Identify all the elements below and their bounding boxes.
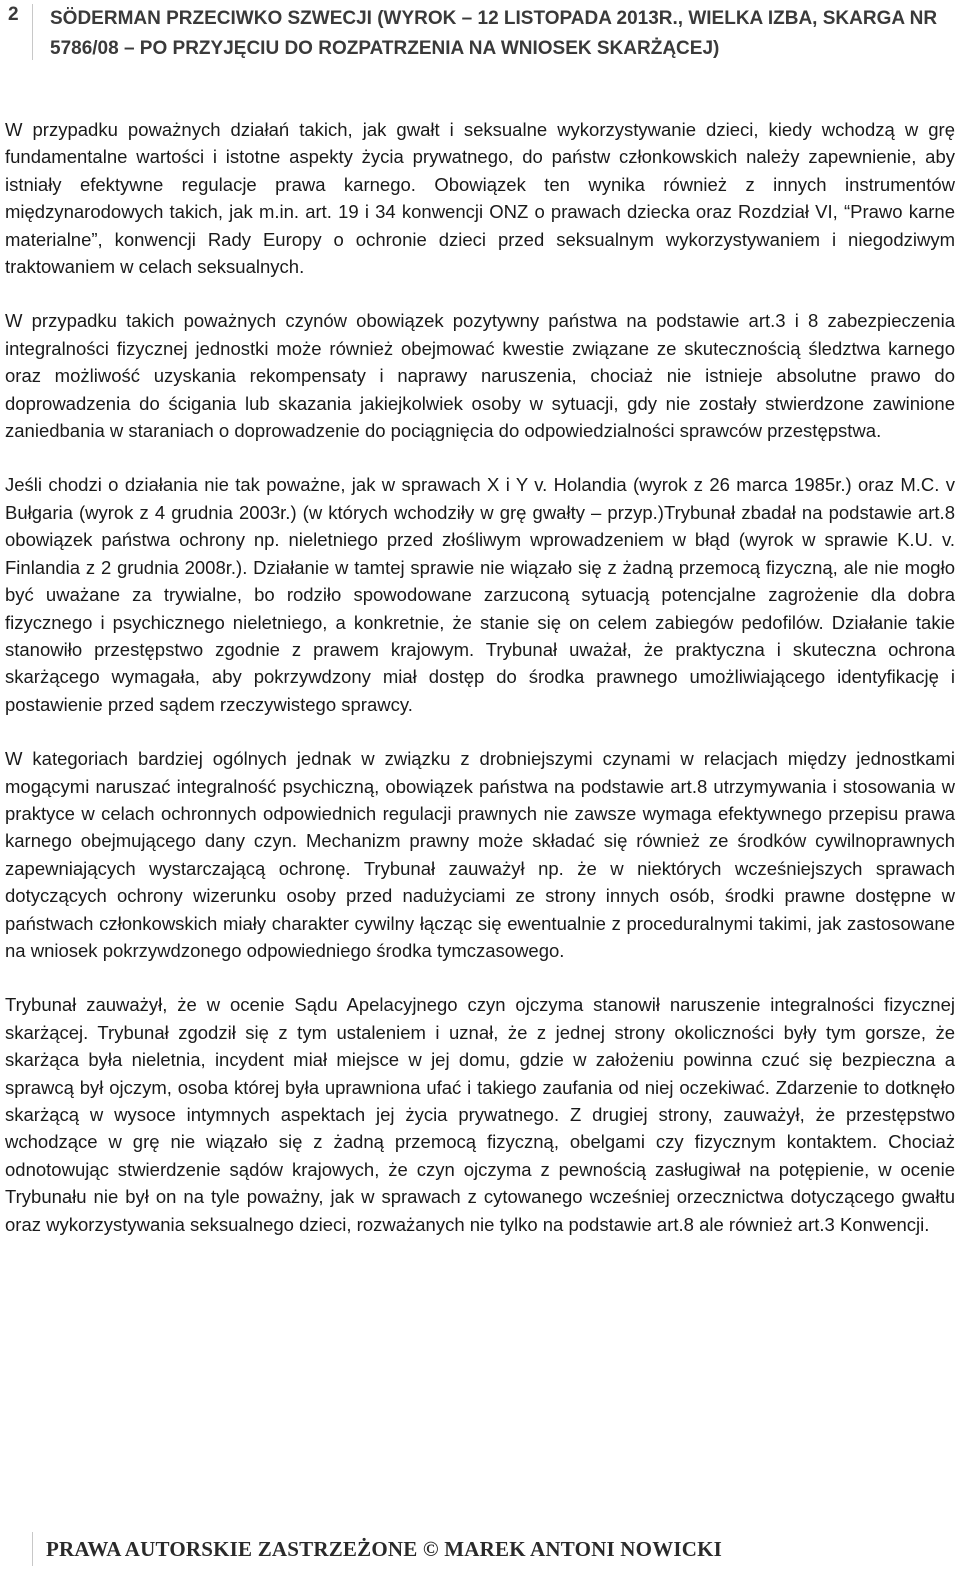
paragraph-2: W przypadku takich poważnych czynów obowiązek pozytywny państwa na podstawie art.3 i 8 zabezpieczenia integralności fizycznej jednostki może również obejmować kwestie związane ze skutecznością śledztwa karnego oraz możliwość uzyskania rekompensaty i naprawy naruszenia, chociaż nie istnieje absolutne prawo do doprowadzenia do ścigania lub skazania jakiejkolwiek osoby w sytuacji, gdy nie zostały stwierdzone zawinione zaniedbania w staraniach o doprowadzenie do pociągnięcia do odpowiedzialności sprawców przestępstwa. [5,310,955,442]
header-divider [32,4,33,60]
footer-divider [32,1532,33,1566]
page-number: 2 [8,4,19,25]
paragraph-4: W kategoriach bardziej ogólnych jednak w związku z drobniejszymi czynami w relacjach między jednostkami mogącymi naruszać integralność psychiczną, obowiązek państwa na podstawie art.8 utrzymywania i stosowania w praktyce w celach ochronnych odpowiednich regulacji prawnych nie zawsze wymaga efektywnego przepisu prawa karnego obejmującego dany czyn. Mechanizm prawny może składać się również ze środków cywilnoprawnych zapewniających wystarczającą ochronę. Trybunał zauważył np. że w niektórych wcześniejszych sprawach dotyczących ochrony wizerunku osoby przed nadużyciami ze strony innych osób, środki prawne dostępne w państwach członkowskich miały charakter cywilny łącząc się ewentualnie z proceduralnymi takimi, jak zastosowane na wniosek pokrzywdzonego odpowiedniego środka tymczasowego. [5,748,955,961]
page-title: SÖDERMAN PRZECIWKO SZWECJI (WYROK – 12 LISTOPADA 2013R., WIELKA IZBA, SKARGA NR 5786/08 – PO PRZYJĘCIU DO ROZPATRZENIA NA WNIOSEK SKARŻĄCEJ) [50,8,938,59]
paragraph-1: W przypadku poważnych działań takich, jak gwałt i seksualne wykorzystywanie dzieci, kiedy wchodzą w grę fundamentalne wartości i istotne aspekty życia prywatnego, do państw członkowskich należy zapewnienie, aby istniały efektywne regulacje prawa karnego. Obowiązek ten wynika również z innych instrumentów międzynarodowych takich, jak m.in. art. 19 i 34 konwencji ONZ o prawach dziecka oraz Rozdział VI, “Prawo karne materialne”, konwencji Rady Europy o ochronie dzieci przed seksualnym wykorzystywaniem i niegodziwym traktowaniem w celach seksualnych. [5,119,955,278]
page-footer [0,1528,960,1569]
page-header [0,0,960,64]
paragraph-3: Jeśli chodzi o działania nie tak poważne, jak w sprawach X i Y v. Holandia (wyrok z 26 marca 1985r.) oraz M.C. v Bułgaria (wyrok z 4 grudnia 2003r.) (w których wchodziły w grę gwałty – przyp.)Trybunał zbadał na podstawie art.8 obowiązek państwa ochrony np. nieletniego przed złośliwym wprowadzeniem w błąd (wyrok w sprawie K.U. v. Finlandia z 2 grudnia 2008r.). Działanie w tamtej sprawie nie wiązało się z żadną przemocą fizyczną, ale nie mogło być uważane za trywialne, bo rodziło spowodowane zarzuconą sytuacją potencjalne zagrożenie dla dobra fizycznego i psychicznego nieletniego, a konkretnie, że stanie się on celem zabiegów pedofilów. Działanie takie stanowiło przestępstwo zgodnie z prawem krajowym. Trybunał uważał, że praktyczna i skuteczna ochrona skarżącego wymagała, aby pokrzywdzony miał dostęp do środka prawnego umożliwiającego identyfikację i postawienie przed sądem rzeczywistego sprawcy. [5,474,955,715]
document-body [5,116,955,1265]
paragraph-5: Trybunał zauważył, że w ocenie Sądu Apelacyjnego czyn ojczyma stanowił naruszenie integralności fizycznej skarżącej. Trybunał zgodził się z tym ustaleniem i uznał, że z jednej strony okoliczności były tym gorsze, że skarżąca była nieletnia, incydent miał miejsce w jej domu, gdzie w założeniu powinna czuć się bezpieczna a sprawcą był ojczym, osoba której była uprawniona ufać i takiego zaufania od niej oczekiwać. Zdarzenie to dotknęło skarżącą w wysoce intymnych aspektach jej życia prywatnego. Z drugiej strony, zauważył, że przestępstwo wchodzące w grę nie wiązało się z żadną przemocą fizyczną, obelgami czy fizycznym kontaktem. Chociaż odnotowując stwierdzenie sądów krajowych, że czyn ojczyma z pewnością zasługiwał na potępienie, w ocenie Trybunału nie był on na tyle poważny, jak w sprawach z cytowanego wcześniej orzecznictwa dotyczącego gwałtu oraz wykorzystywania seksualnego dzieci, rozważanych nie tylko na podstawie art.8 ale również art.3 Konwencji. [5,994,955,1235]
copyright-notice: PRAWA AUTORSKIE ZASTRZEŻONE © MAREK ANTONI NOWICKI [46,1537,723,1561]
